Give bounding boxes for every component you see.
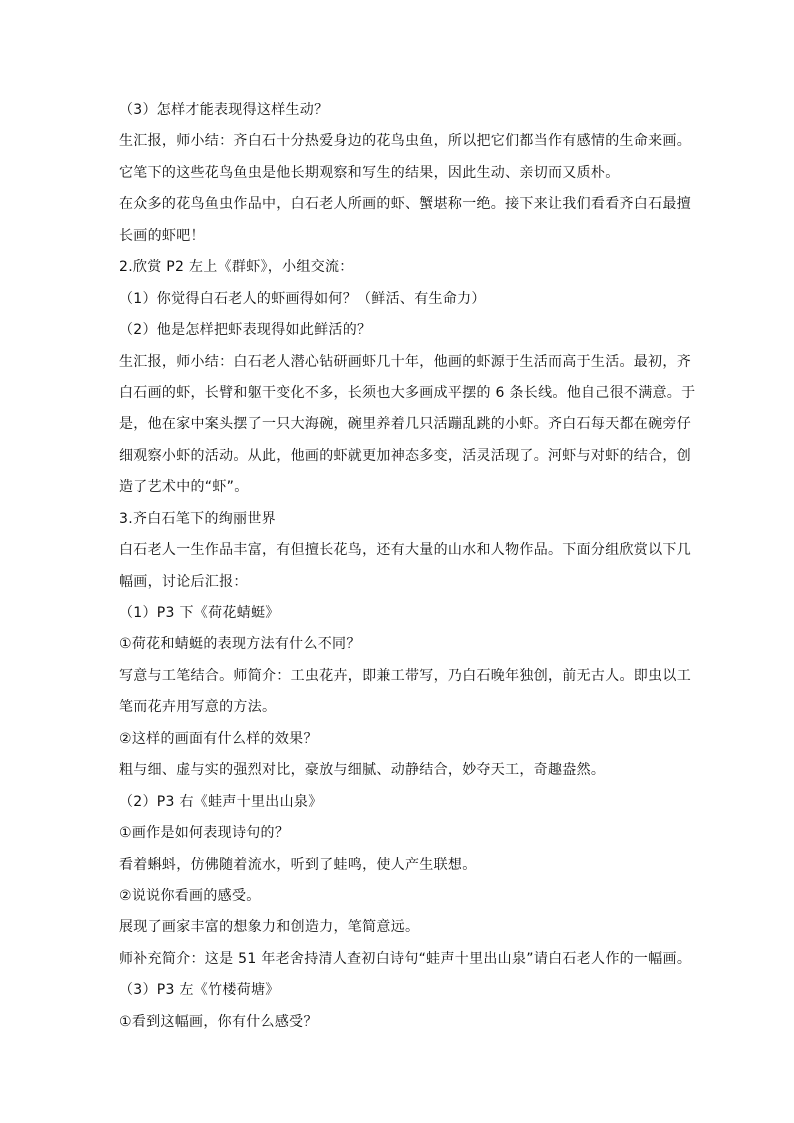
- text-line: 是，他在家中案头摆了一只大海碗，碗里养着几只活蹦乱跳的小虾。齐白石每天都在碗旁仔: [119, 416, 691, 433]
- document-body: [119, 95, 696, 1038]
- text-line: 师补充简介：这是 51 年老舍持清人查初白诗句“蛙声十里出山泉”请白石老人作的一幅画。: [119, 950, 692, 967]
- question-line: ①看到这幅画，你有什么感受？: [119, 1013, 318, 1030]
- question-line: ②说说你看画的感受。: [119, 887, 261, 904]
- text-line: 在众多的花鸟鱼虫作品中，白石老人所画的虾、蟹堪称一绝。接下来让我们看看齐白石最擅: [119, 196, 691, 213]
- text-line: 长画的虾吧！: [119, 227, 205, 244]
- question-line: ①荷花和蜻蜓的表现方法有什么不同？: [119, 636, 361, 653]
- question-line: （1）你觉得白石老人的虾画得如何？（鲜活、有生命力）: [119, 290, 486, 307]
- subsection-heading: （3）P3 左《竹楼荷塘》: [119, 982, 280, 999]
- text-line: 粗与细、虚与实的强烈对比，豪放与细腻、动静结合，妙夺天工，奇趣盎然。: [119, 762, 606, 779]
- subsection-heading: （3）怎样才能表现得这样生动？: [119, 102, 329, 118]
- text-line: 幅画，讨论后汇报：: [119, 573, 248, 590]
- section-heading: 2.欣赏 P2 左上《群虾》，小组交流：: [119, 259, 354, 276]
- text-line: 生汇报，师小结：白石老人潜心钻研画虾几十年，他画的虾源于生活而高于生活。最初，齐: [119, 353, 691, 370]
- section-heading: 3.齐白石笔下的绚丽世界: [119, 510, 276, 527]
- text-line: 它笔下的这些花鸟鱼虫是他长期观察和写生的结果，因此生动、亲切而又质朴。: [119, 164, 620, 181]
- text-line: 看着蝌蚪，仿佛随着流水，听到了蛙鸣，使人产生联想。: [119, 856, 477, 873]
- question-line: ②这样的画面有什么样的效果？: [119, 730, 318, 747]
- subsection-heading: （2）P3 右《蛙声十里出山泉》: [119, 793, 323, 810]
- text-line: 细观察小虾的活动。从此，他画的虾就更加神态多变，活灵活现了。河虾与对虾的结合，创: [119, 447, 691, 464]
- question-line: （2）他是怎样把虾表现得如此鲜活的？: [119, 322, 372, 339]
- text-line: 造了艺术中的“虾”。: [119, 479, 249, 496]
- text-line: 展现了画家丰富的想象力和创造力，笔简意远。: [119, 919, 420, 936]
- subsection-heading: （1）P3 下《荷花蜻蜓》: [119, 605, 280, 621]
- question-line: ①画作是如何表现诗句的？: [119, 825, 290, 842]
- text-line: 白石老人一生作品丰富，有但擅长花鸟，还有大量的山水和人物作品。下面分组欣赏以下几: [119, 542, 691, 559]
- text-line: 写意与工笔结合。师简介：工虫花卉，即兼工带写，乃白石晚年独创，前无古人。即虫以工: [119, 667, 691, 684]
- text-line: 生汇报，师小结：齐白石十分热爱身边的花鸟虫鱼，所以把它们都当作有感情的生命来画。: [119, 133, 691, 150]
- text-line: 笔而花卉用写意的方法。: [119, 699, 277, 716]
- text-line: 白石画的虾，长臂和躯干变化不多，长须也大多画成平摆的 6 条长线。他自己很不满意。于: [119, 384, 696, 401]
